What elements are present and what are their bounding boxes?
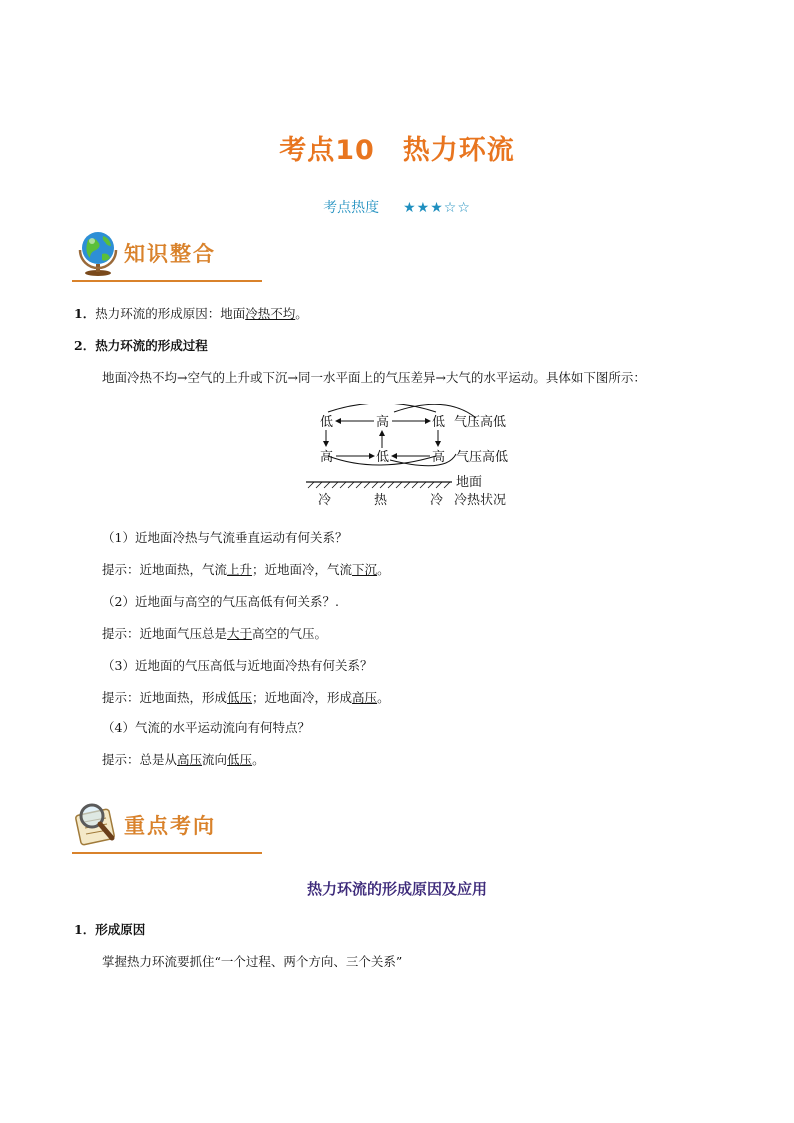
section-rule <box>72 280 262 282</box>
top-cell-right: 低 <box>432 415 446 430</box>
heat-label: 考点热度 <box>323 200 380 216</box>
item-text: 热力环流的形成过程 <box>95 338 208 353</box>
answer-3 <box>102 688 390 706</box>
question-1: （1）近地面冷热与气流垂直运动有何关系？ <box>102 530 348 545</box>
answer-text: ；近地面冷，气流 <box>252 562 353 577</box>
heat-stars: ★★★☆☆ <box>403 200 471 216</box>
answer-key: 下沉 <box>352 562 378 577</box>
answer-text: 。 <box>252 752 265 767</box>
answer-key: 大于 <box>227 626 253 641</box>
answer-2 <box>102 624 327 642</box>
temp-mid: 热 <box>374 493 388 508</box>
answer-text: 提示：近地面热，气流 <box>102 562 228 577</box>
answer-text: 高空的气压。 <box>252 626 328 641</box>
section-title-knowledge: 知识整合 <box>124 242 216 266</box>
temp-right: 冷 <box>430 493 444 508</box>
underlined-term: 冷热不均 <box>245 306 296 321</box>
answer-text: ；近地面冷，形成 <box>252 690 353 705</box>
top-cell-mid: 高 <box>376 415 390 430</box>
answer-key: 低压 <box>227 752 253 767</box>
magnifier-icon <box>72 798 124 850</box>
globe-icon <box>72 226 124 278</box>
top-cell-left: 低 <box>320 415 334 430</box>
answer-1 <box>102 560 390 578</box>
temp-row-label: 冷热状况 <box>454 493 507 508</box>
question-2: （2）近地面与高空的气压高低有何关系？. <box>102 594 339 609</box>
section-header-focus <box>72 798 264 854</box>
item-number: 1． <box>74 922 96 937</box>
focus-item-1 <box>74 920 145 938</box>
answer-key: 上升 <box>227 562 253 577</box>
item-text: 形成原因 <box>95 922 146 937</box>
temp-left: 冷 <box>318 493 332 508</box>
heat-rating <box>0 197 794 217</box>
answer-text: 提示：总是从 <box>102 752 178 767</box>
answer-key: 高压 <box>177 752 203 767</box>
item-number: 1． <box>74 306 96 321</box>
bottom-cell-right: 高 <box>432 450 446 465</box>
section-title-focus: 重点考向 <box>124 814 216 838</box>
bottom-cell-mid: 低 <box>376 450 390 465</box>
process-text: 地面冷热不均→空气的上升或下沉→同一水平面上的气压差异→大气的水平运动。具体如下图所示： <box>102 370 646 385</box>
focus-subtitle: 热力环流的形成原因及应用 <box>306 880 487 898</box>
knowledge-item-1 <box>74 304 308 322</box>
ground-label: 地面 <box>456 475 483 490</box>
section-rule <box>72 852 262 854</box>
item-text: 热力环流的形成原因：地面 <box>95 306 246 321</box>
answer-key: 低压 <box>227 690 253 705</box>
item-tail: 。 <box>295 306 308 321</box>
focus-item-1-body: 掌握热力环流要抓住“一个过程、两个方向、三个关系” <box>102 954 403 969</box>
answer-4 <box>102 750 265 768</box>
answer-text: 提示：近地面气压总是 <box>102 626 228 641</box>
bottom-row-label: 气压高低 <box>456 450 509 465</box>
item-number: 2． <box>74 338 96 353</box>
top-row-label: 气压高低 <box>454 415 507 430</box>
page-title: 考点10 热力环流 <box>279 135 515 166</box>
bottom-cell-left: 高 <box>320 450 334 465</box>
answer-text: 提示：近地面热，形成 <box>102 690 228 705</box>
question-4: （4）气流的水平运动流向有何特点？ <box>102 720 310 735</box>
thermal-circulation-diagram <box>306 404 526 512</box>
answer-text: 。 <box>377 562 390 577</box>
knowledge-item-2 <box>74 336 208 354</box>
answer-key: 高压 <box>352 690 378 705</box>
answer-text: 。 <box>377 690 390 705</box>
answer-text: 流向 <box>202 752 228 767</box>
section-header-knowledge <box>72 226 264 282</box>
question-3: （3）近地面的气压高低与近地面冷热有何关系？ <box>102 658 373 673</box>
